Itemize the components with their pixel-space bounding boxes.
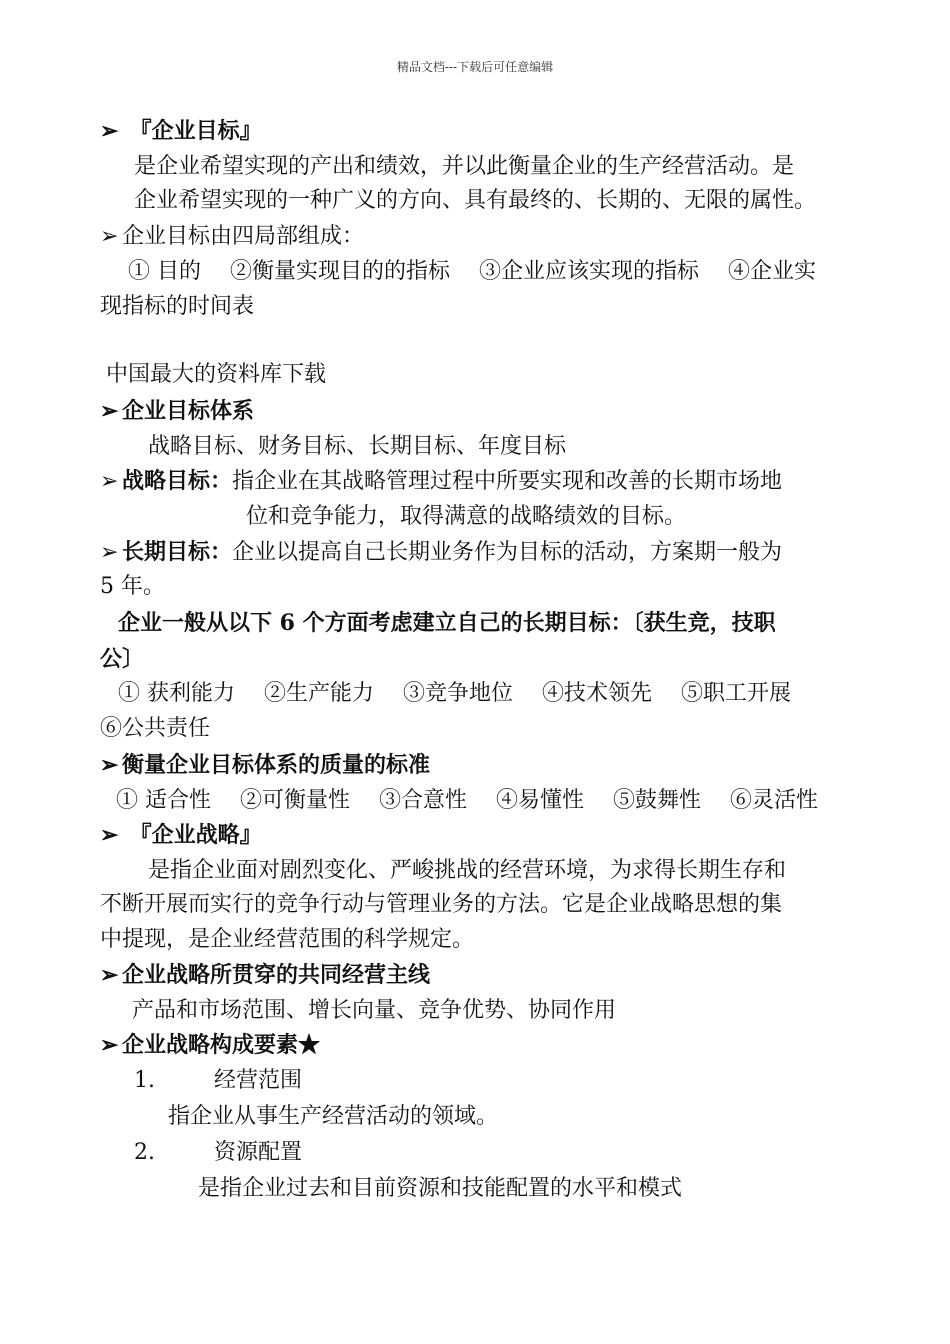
page-header: 精品文档---下载后可任意编辑 <box>396 60 554 74</box>
paragraph-line: 指企业从事生产经营活动的领域。 <box>168 1104 499 1129</box>
paragraph-line: 位和竞争能力，取得满意的战略绩效的目标。 <box>246 504 687 529</box>
heading-text: 衡量企业目标体系的质量的标准 <box>122 752 431 778</box>
term-label: 战略目标： <box>122 468 233 494</box>
heading-text: 『企业目标』 <box>129 118 262 144</box>
bullet-line <box>100 466 782 497</box>
paragraph-line: 5 年。 <box>100 574 165 599</box>
heading-main-line <box>100 960 430 990</box>
paragraph-line: 中国最大的资料库下载 <box>106 362 327 387</box>
heading-strategy-elements <box>100 1030 320 1060</box>
heading-text: 企业目标体系 <box>122 398 255 424</box>
bullet-line <box>100 222 364 252</box>
heading-text: 企业战略构成要素★ <box>122 1032 321 1058</box>
paragraph-line: 中提现，是企业经营范围的科学规定。 <box>100 927 475 952</box>
paragraph-line: 公〕 <box>100 646 145 672</box>
paragraph-line: 战略目标、财务目标、长期目标、年度目标 <box>148 434 567 459</box>
paragraph-line: ⑥公共责任 <box>100 716 211 741</box>
term-definition: 指企业在其战略管理过程中所要实现和改善的长期市场地 <box>232 469 783 494</box>
paragraph-line: 是指企业面对剧烈变化、严峻挑战的经营环境，为求得长期生存和 <box>148 858 787 883</box>
item-number: 1. <box>134 1068 155 1093</box>
paragraph-line: 是企业希望实现的产出和绩效，并以此衡量企业的生产经营活动。是 <box>134 154 795 179</box>
item-text: 经营范围 <box>214 1068 303 1093</box>
paragraph-line: 现指标的时间表 <box>100 294 255 319</box>
heading-text: 企业战略所贯穿的共同经营主线 <box>122 962 431 988</box>
arrow-bullet-icon: ➢ <box>100 822 119 848</box>
arrow-bullet-icon: ➢ <box>100 118 119 144</box>
paragraph-line: ① 获利能力 ②生产能力 ③竞争地位 ④技术领先 ⑤职工开展 <box>118 681 791 706</box>
bullet-line <box>100 537 782 568</box>
paragraph-line: 产品和市场范围、增长向量、竞争优势、协同作用 <box>132 998 617 1023</box>
paragraph-line: 是指企业过去和目前资源和技能配置的水平和模式 <box>198 1176 683 1201</box>
heading-goal-system <box>100 396 254 426</box>
paragraph-line: ① 适合性 ②可衡量性 ③合意性 ④易懂性 ⑤鼓舞性 ⑥灵活性 <box>116 788 818 813</box>
numbered-item <box>134 1138 302 1168</box>
numbered-item <box>134 1066 302 1096</box>
paragraph-line: 企业一般从以下 6 个方面考虑建立自己的长期目标：〔获生竞，技职 <box>118 610 776 636</box>
paragraph-line: ① 目的 ②衡量实现目的的指标 ③企业应该实现的指标 ④企业实 <box>128 259 816 284</box>
bullet-text: 企业目标由四局部组成： <box>122 224 365 249</box>
arrow-bullet-icon: ➢ <box>100 1032 119 1058</box>
heading-text: 『企业战略』 <box>129 822 262 848</box>
heading-enterprise-goal <box>100 116 262 146</box>
arrow-bullet-icon: ➢ <box>100 398 119 424</box>
item-number: 2. <box>134 1140 155 1165</box>
arrow-bullet-icon: ➢ <box>100 962 119 988</box>
heading-enterprise-strategy <box>100 820 262 850</box>
arrow-bullet-icon: ➢ <box>100 540 119 565</box>
item-text: 资源配置 <box>214 1140 303 1165</box>
term-definition: 企业以提高自己长期业务作为目标的活动，方案期一般为 <box>232 540 783 565</box>
heading-quality-standard <box>100 750 430 780</box>
arrow-bullet-icon: ➢ <box>100 469 119 494</box>
arrow-bullet-icon: ➢ <box>100 224 119 249</box>
arrow-bullet-icon: ➢ <box>100 752 119 778</box>
term-label: 长期目标： <box>122 539 233 565</box>
paragraph-line: 不断开展而实行的竞争行动与管理业务的方法。它是企业战略思想的集 <box>100 892 783 917</box>
paragraph-line: 企业希望实现的一种广义的方向、具有最终的、长期的、无限的属性。 <box>134 188 817 213</box>
